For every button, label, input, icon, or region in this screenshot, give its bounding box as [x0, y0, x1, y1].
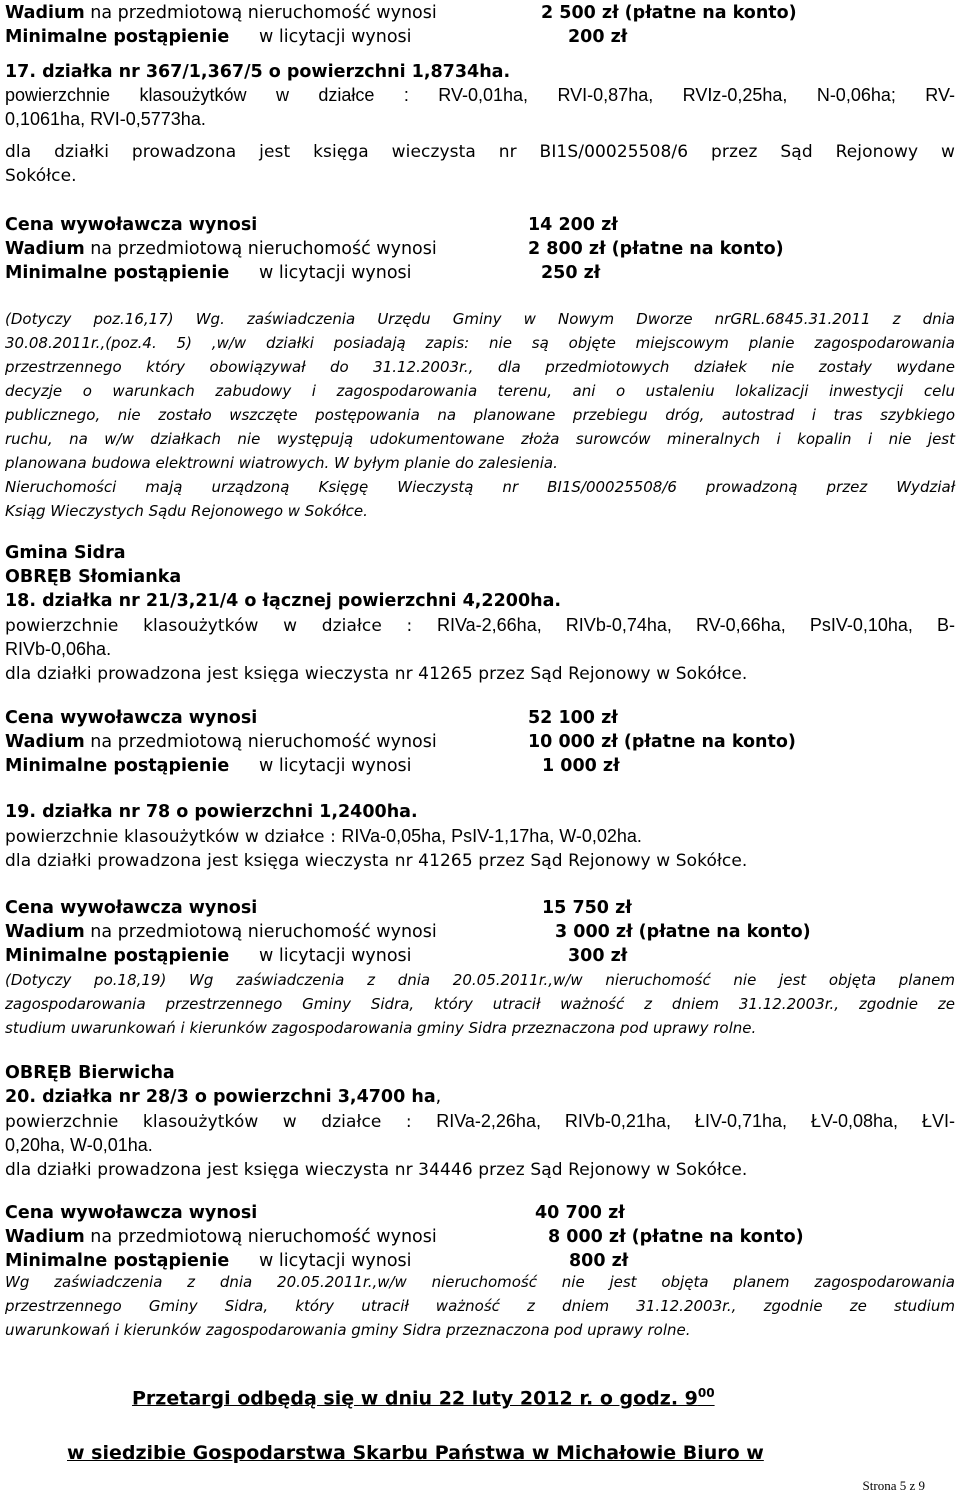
value: 250 zł [541, 263, 601, 283]
label: na przedmiotową nieruchomość wynosi [84, 239, 437, 259]
p19-note-line: zagospodarowania przestrzennego Gminy Sidra, który utracił ważność z dniem 31.12.2003r., zgodnie ze [5, 995, 955, 1013]
label: Minimalne postąpienie [5, 263, 230, 283]
p17-note-line: decyzje o warunkach zabudowy i zagospodarowania terenu, ani o ustaleniu lokalizacji inwestycji celu [5, 382, 955, 400]
page-number: Strona 5 z 9 [862, 1478, 925, 1493]
closing-line2: w siedzibie Gospodarstwa Skarbu Państwa w Michałowie Biuro w [67, 1442, 764, 1464]
value: 52 100 zł [528, 708, 618, 728]
label: na przedmiotową nieruchomość wynosi [84, 732, 437, 752]
label: na przedmiotową nieruchomość wynosi [84, 1227, 437, 1247]
label: w licytacji wynosi [259, 27, 412, 47]
label: w licytacji wynosi [259, 263, 412, 283]
p18-line1 [5, 615, 955, 636]
label: Cena wywoławcza wynosi [5, 708, 258, 728]
label: RIVa-2,66ha, RIVb-0,74ha, RV-0,66ha, PsIV-0,10ha, B- [436, 615, 956, 635]
value: 40 700 zł [535, 1203, 625, 1223]
value: 200 zł [568, 27, 628, 47]
p17-note-line: Nieruchomości mają urządzoną Księgę Wieczystą nr BI1S/00025508/6 prowadzoną przez Wydział [5, 478, 955, 496]
p20-note-line: Wg zaświadczenia z dnia 20.05.2011r.,w/w nieruchomość nie jest objęta planem zagospodarowania [5, 1273, 955, 1291]
p18-line3: dla działki prowadzona jest księga wieczysta nr 41265 przez Sąd Rejonowy w Sokółce. [5, 664, 748, 684]
label: Wadium [5, 732, 85, 752]
value: 3 000 zł (płatne na konto) [555, 922, 811, 942]
label: powierzchnie klasoużytków w działce : [5, 1112, 437, 1132]
label: powierzchnie klasoużytków w działce : [5, 616, 437, 636]
p20-note-line: przestrzennego Gminy Sidra, który utracił ważność z dniem 31.12.2003r., zgodnie ze studium [5, 1297, 955, 1315]
label: w licytacji wynosi [259, 946, 412, 966]
section-heading-20 [5, 1087, 441, 1107]
label: powierzchnie klasoużytków w działce : [5, 827, 342, 847]
value: 2 800 zł (płatne na konto) [528, 239, 784, 259]
label: Minimalne postąpienie [5, 1251, 230, 1271]
p20-line1 [5, 1111, 955, 1132]
superscript: 00 [697, 1386, 715, 1400]
label: 20. działka nr 28/3 o powierzchni 3,4700 ha [5, 1087, 436, 1107]
obreb-heading: OBRĘB Bierwicha [5, 1063, 175, 1083]
label: RIVa-0,05ha, PsIV-1,17ha, W-0,02ha. [341, 826, 642, 846]
gmina-heading: Gmina Sidra [5, 543, 126, 563]
label: Cena wywoławcza wynosi [5, 898, 258, 918]
label: w licytacji wynosi [259, 756, 412, 776]
label: Minimalne postąpienie [5, 946, 230, 966]
p17-note-line: publicznego, nie zostało wszczęte postępowania na planowane przebiegu dróg, autostrad i tras szybkiego [5, 406, 955, 424]
value: 10 000 zł (płatne na konto) [528, 732, 796, 752]
label: na przedmiotową nieruchomość wynosi [84, 3, 437, 23]
p17-line3: dla działki prowadzona jest księga wieczysta nr BI1S/00025508/6 przez Sąd Rejonowy w [5, 142, 955, 162]
section-heading-18: 18. działka nr 21/3,21/4 o łącznej powierzchni 4,2200ha. [5, 591, 562, 611]
p17-line4: Sokółce. [5, 166, 77, 186]
value: 8 000 zł (płatne na konto) [548, 1227, 804, 1247]
p18-line2: RIVb-0,06ha. [5, 639, 112, 659]
p17-note-line: przestrzennego który obowiązywał do 31.12.2003r., dla przedmiotowych działek nie zostały wydane [5, 358, 955, 376]
label: , [435, 1087, 442, 1107]
p19-note-line: (Dotyczy po.18,19) Wg zaświadczenia z dnia 20.05.2011r.,w/w nieruchomość nie jest objęta planem [5, 971, 955, 989]
label: na przedmiotową nieruchomość wynosi [84, 922, 437, 942]
value: 15 750 zł [542, 898, 632, 918]
p20-line2: 0,20ha, W-0,01ha. [5, 1135, 153, 1155]
label: Cena wywoławcza wynosi [5, 215, 258, 235]
p17-note-line: 30.08.2011r.,(poz.4. 5) ,w/w działki posiadają zapis: nie są objęte miejscowym planie zagospodarowania [5, 334, 955, 352]
p17-note-line: ruchu, na w/w działkach nie występują udokumentowane złoża surowców mineralnych i kopalin i nie jest [5, 430, 955, 448]
p17-note-line: planowana budowa elektrowni wiatrowych. W byłym planie do zalesienia. [5, 454, 558, 472]
label: Cena wywoławcza wynosi [5, 1203, 258, 1223]
value: 800 zł [569, 1251, 629, 1271]
p19-line2: dla działki prowadzona jest księga wieczysta nr 41265 przez Sąd Rejonowy w Sokółce. [5, 851, 748, 871]
label: Przetargi odbędą się w dniu 22 luty 2012 r. o godz. 9 [132, 1387, 698, 1410]
p17-line2: 0,1061ha, RVI-0,5773ha. [5, 109, 206, 129]
label: Wadium [5, 922, 85, 942]
p19-line1 [5, 826, 642, 847]
p20-note-line: uwarunkowań i kierunków zagospodarowania gminy Sidra przeznaczona pod uprawy rolne. [5, 1321, 691, 1339]
closing-line1 [132, 1386, 715, 1409]
label: Wadium [5, 3, 85, 23]
label: Minimalne postąpienie [5, 756, 230, 776]
p20-line3: dla działki prowadzona jest księga wieczysta nr 34446 przez Sąd Rejonowy w Sokółce. [5, 1160, 748, 1180]
p17-note-line: (Dotyczy poz.16,17) Wg. zaświadczenia Urzędu Gminy w Nowym Dworze nrGRL.6845.31.2011 z dnia [5, 310, 955, 328]
value: 300 zł [568, 946, 628, 966]
label: w licytacji wynosi [259, 1251, 412, 1271]
value: 2 500 zł (płatne na konto) [541, 3, 797, 23]
p17-line1: powierzchnie klasoużytków w działce : RV-0,01ha, RVI-0,87ha, RVIz-0,25ha, N-0,06ha; RV- [5, 85, 955, 105]
p17-note-line: Ksiąg Wieczystych Sądu Rejonowego w Sokółce. [5, 502, 368, 520]
value: 1 000 zł [542, 756, 620, 776]
obreb-heading: OBRĘB Słomianka [5, 567, 182, 587]
section-heading-19: 19. działka nr 78 o powierzchni 1,2400ha. [5, 802, 418, 822]
section-heading-17: 17. działka nr 367/1,367/5 o powierzchni 1,8734ha. [5, 62, 511, 82]
value: 14 200 zł [528, 215, 618, 235]
p19-note-line: studium uwarunkowań i kierunków zagospodarowania gminy Sidra przeznaczona pod uprawy rolne. [5, 1019, 757, 1037]
label: Wadium [5, 1227, 85, 1247]
label: RIVa-2,26ha, RIVb-0,21ha, ŁIV-0,71ha, ŁV-0,08ha, ŁVI- [436, 1111, 956, 1131]
label: Wadium [5, 239, 85, 259]
label: Minimalne postąpienie [5, 27, 230, 47]
